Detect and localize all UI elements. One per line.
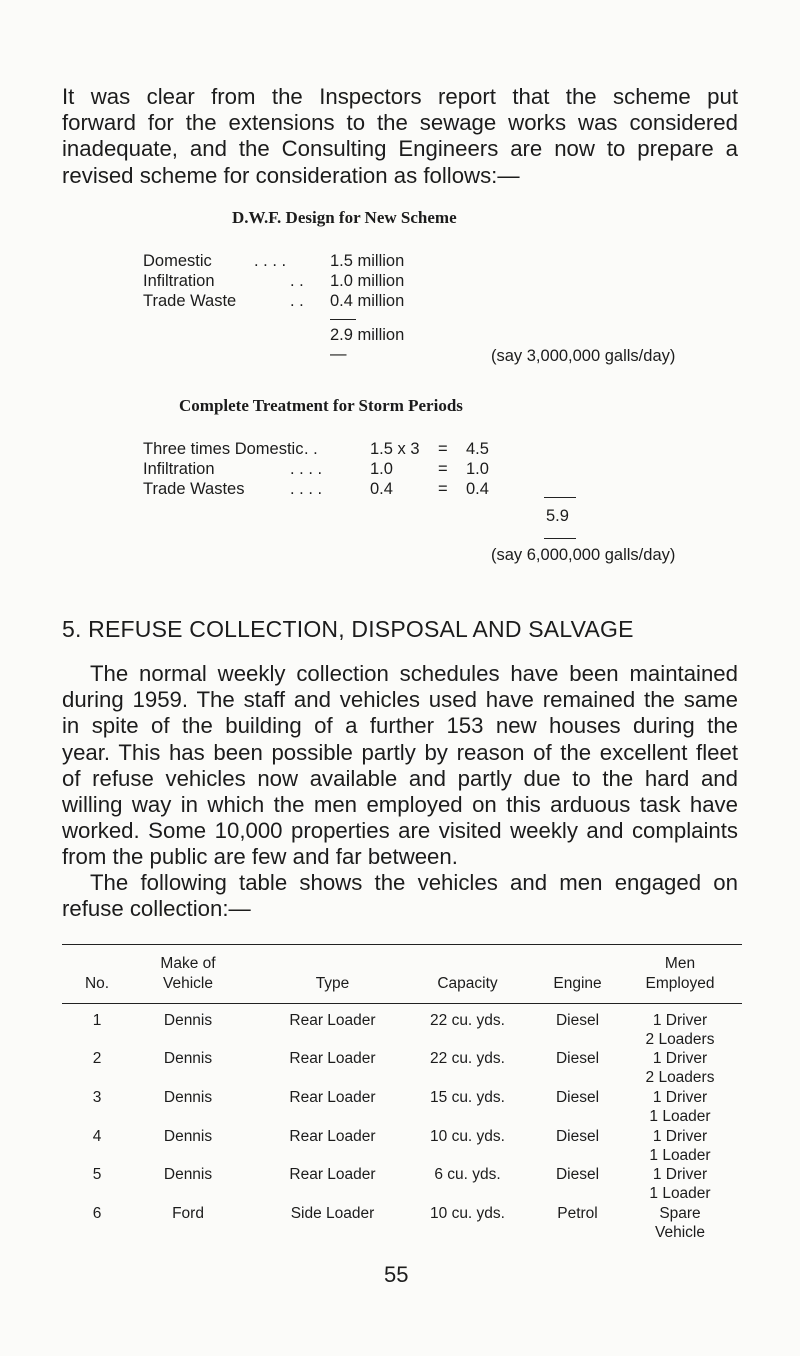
cell-men: 1 Loader: [649, 1147, 711, 1164]
cell-capacity: 22 cu. yds.: [430, 1012, 505, 1029]
dwf-value: 0.4 million: [330, 292, 405, 310]
para-line: in spite of the building of a further 153 new houses during the: [62, 713, 738, 739]
cell-men: 2 Loaders: [645, 1069, 715, 1086]
cell-type: Rear Loader: [289, 1128, 376, 1145]
header-men: Employed: [645, 975, 715, 992]
cell-capacity: 15 cu. yds.: [430, 1089, 505, 1106]
cell-men: 1 Driver: [652, 1128, 708, 1145]
storm-eq: =: [438, 480, 448, 498]
storm-title: Complete Treatment for Storm Periods: [179, 396, 463, 415]
cell-make: Dennis: [163, 1128, 213, 1145]
storm-result: 0.4: [466, 480, 489, 498]
table-header-rule: [62, 1003, 742, 1004]
cell-men: Spare: [659, 1205, 701, 1222]
para-line: worked. Some 10,000 properties are visited weekly and complaints: [62, 818, 738, 844]
section5-paragraph-2: [62, 870, 738, 922]
dwf-value: 1.5 million: [330, 252, 405, 270]
cell-make: Ford: [172, 1205, 204, 1222]
dwf-total: 2.9 million: [330, 326, 405, 344]
storm-say: (say 6,000,000 galls/day): [491, 546, 676, 564]
cell-no: 3: [92, 1089, 102, 1106]
cell-men: Vehicle: [655, 1224, 705, 1241]
table-top-rule: [62, 944, 742, 945]
storm-dots: . .: [304, 440, 318, 458]
storm-dots: . . . .: [290, 480, 323, 498]
header-make: Make of: [160, 955, 216, 972]
dwf-label: Domestic: [143, 252, 212, 270]
para-line: from the public are few and far between.: [62, 844, 458, 870]
cell-no: 2: [92, 1050, 102, 1067]
cell-engine: Diesel: [555, 1012, 600, 1029]
storm-eq: =: [438, 460, 448, 478]
cell-make: Dennis: [163, 1089, 213, 1106]
cell-type: Rear Loader: [289, 1089, 376, 1106]
section5-paragraph-1: [62, 661, 738, 871]
para-line: of refuse vehicles now available and partly due to the hard and: [62, 765, 738, 791]
storm-total-rule: [544, 538, 576, 539]
dwf-label: Trade Waste: [143, 292, 237, 310]
storm-label: Trade Wastes: [143, 480, 245, 498]
cell-type: Rear Loader: [289, 1012, 376, 1029]
dwf-dots: . .: [290, 272, 304, 290]
cell-no: 1: [92, 1012, 102, 1029]
intro-line: inadequate, and the Consulting Engineers are now to prepare a: [62, 136, 738, 162]
para-line: The normal weekly collection schedules have been maintained: [90, 661, 738, 686]
dwf-dash: —: [330, 345, 347, 363]
dwf-dots: . . . .: [254, 252, 287, 270]
para-line: The following table shows the vehicles and men engaged on: [90, 870, 738, 895]
cell-men: 1 Loader: [649, 1185, 711, 1202]
cell-no: 4: [92, 1128, 102, 1145]
header-type: Type: [315, 975, 350, 992]
cell-capacity: 10 cu. yds.: [430, 1205, 505, 1222]
cell-make: Dennis: [163, 1166, 213, 1183]
para-line: year. This has been possible partly by reason of the excellent fleet: [62, 739, 738, 765]
cell-men: 1 Loader: [649, 1108, 711, 1125]
section-heading: 5. REFUSE COLLECTION, DISPOSAL AND SALVAGE: [62, 616, 634, 642]
dwf-sum-rule: [330, 319, 356, 320]
intro-paragraph: [62, 84, 738, 189]
storm-calc: 1.0: [370, 460, 393, 478]
header-men: Men: [664, 955, 696, 972]
intro-line: It was clear from the Inspectors report that the scheme put: [62, 84, 738, 109]
cell-type: Rear Loader: [289, 1166, 376, 1183]
storm-total: 5.9: [546, 507, 569, 525]
cell-engine: Diesel: [555, 1050, 600, 1067]
cell-no: 5: [92, 1166, 102, 1183]
para-line: willing way in which the men employed on this arduous task have: [62, 791, 738, 817]
cell-men: 1 Driver: [652, 1012, 708, 1029]
storm-calc: 0.4: [370, 480, 393, 498]
storm-sum-rule: [544, 497, 576, 498]
header-capacity: Capacity: [437, 975, 498, 992]
cell-men: 1 Driver: [652, 1050, 708, 1067]
header-no: No.: [84, 975, 110, 992]
dwf-value: 1.0 million: [330, 272, 405, 290]
dwf-say: (say 3,000,000 galls/day): [491, 347, 676, 365]
intro-line: revised scheme for consideration as follows:—: [62, 162, 520, 188]
cell-capacity: 6 cu. yds.: [434, 1166, 501, 1183]
page-number: 55: [384, 1262, 409, 1287]
header-engine: Engine: [553, 975, 602, 992]
storm-label: Infiltration: [143, 460, 215, 478]
cell-type: Side Loader: [290, 1205, 375, 1222]
cell-capacity: 22 cu. yds.: [430, 1050, 505, 1067]
cell-engine: Petrol: [557, 1205, 598, 1222]
storm-result: 4.5: [466, 440, 489, 458]
cell-engine: Diesel: [555, 1128, 600, 1145]
storm-result: 1.0: [466, 460, 489, 478]
storm-dots: . . . .: [290, 460, 323, 478]
cell-engine: Diesel: [555, 1166, 600, 1183]
para-line: during 1959. The staff and vehicles used have remained the same: [62, 687, 738, 713]
cell-make: Dennis: [163, 1050, 213, 1067]
cell-type: Rear Loader: [289, 1050, 376, 1067]
intro-line: forward for the extensions to the sewage works was considered: [62, 110, 738, 136]
cell-men: 1 Driver: [652, 1089, 708, 1106]
cell-engine: Diesel: [555, 1089, 600, 1106]
cell-capacity: 10 cu. yds.: [430, 1128, 505, 1145]
cell-men: 1 Driver: [652, 1166, 708, 1183]
dwf-label: Infiltration: [143, 272, 215, 290]
dwf-title: D.W.F. Design for New Scheme: [232, 208, 457, 227]
storm-label: Three times Domestic: [143, 440, 304, 458]
storm-calc: 1.5 x 3: [370, 440, 420, 458]
cell-no: 6: [92, 1205, 102, 1222]
storm-eq: =: [438, 440, 448, 458]
header-make: Vehicle: [163, 975, 213, 992]
cell-men: 2 Loaders: [645, 1031, 715, 1048]
para-line: refuse collection:—: [62, 896, 251, 922]
dwf-dots: . .: [290, 292, 304, 310]
cell-make: Dennis: [163, 1012, 213, 1029]
